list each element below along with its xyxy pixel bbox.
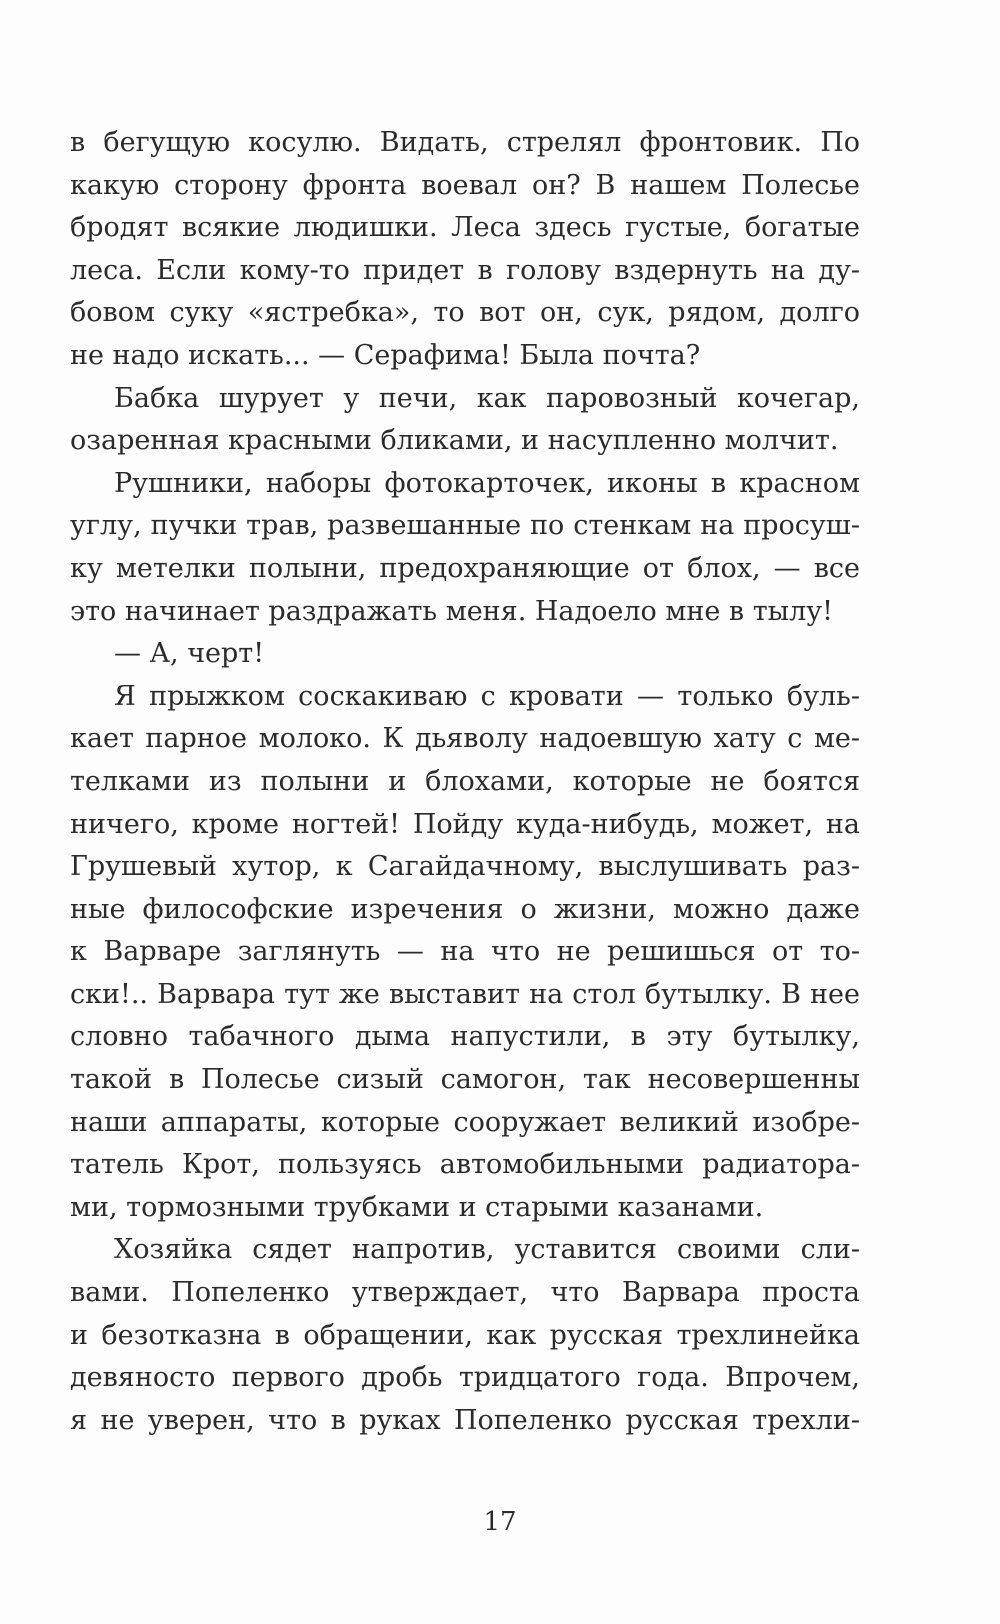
text-line: бовом суку «ястребка», то вот он, сук, рядом, долго — [70, 297, 860, 329]
text-line: ку метелки полыни, предохраняющие от блох, — все — [70, 552, 860, 584]
text-line: телками из полыни и блохами, которые не боятся — [70, 765, 860, 797]
text-line: татель Крот, пользуясь автомобильными радиатора- — [70, 1149, 860, 1181]
text-line: это начинает раздражать меня. Надоело мне в тылу! — [70, 595, 834, 627]
text-line: — А, черт! — [114, 638, 265, 670]
text-line: леса. Если кому-то придет в голову вздернуть на ду- — [70, 254, 860, 286]
text-line: словно табачного дыма напустили, в эту бутылку, — [70, 1021, 860, 1053]
text-line: девяносто первого дробь тридцатого года. Впрочем, — [70, 1362, 860, 1394]
page-number: 17 — [483, 1507, 517, 1537]
text-line: кает парное молоко. К дьяволу надоевшую хату с ме- — [70, 723, 860, 755]
text-line: ски!.. Варвара тут же выставит на стол бутылку. В нее — [70, 978, 860, 1010]
text-line: какую сторону фронта воевал он? В нашем Полесье — [70, 169, 860, 201]
text-line: ничего, кроме ногтей! Пойду куда-нибудь, может, на — [70, 808, 860, 840]
text-line: я не уверен, что в руках Попеленко русская трехли- — [70, 1404, 860, 1436]
text-line: ми, тормозными трубками и старыми казанами. — [70, 1191, 764, 1223]
text-line: не надо искать... — Серафима! Была почта? — [70, 339, 701, 371]
text-line: к Варваре заглянуть — на что не решишься от то- — [70, 936, 860, 968]
text-line: Я прыжком соскакиваю с кровати — только буль- — [114, 680, 860, 712]
text-line: и безотказна в обращении, как русская трехлинейка — [70, 1319, 860, 1351]
text-line: Хозяйка сядет напротив, уставится своими сли- — [114, 1234, 860, 1266]
text-line: в бегущую косулю. Видать, стрелял фронтовик. По — [70, 127, 860, 158]
body-text — [70, 122, 860, 1442]
text-line: ные философские изречения о жизни, можно даже — [70, 893, 860, 925]
text-line: наши аппараты, которые сооружает великий изобре- — [70, 1106, 860, 1138]
text-line: бродят всякие людишки. Леса здесь густые, богатые — [70, 212, 860, 244]
text-line: озаренная красными бликами, и насупленно молчит. — [70, 425, 839, 457]
text-line: такой в Полесье сизый самогон, так несовершенны — [70, 1064, 860, 1096]
text-line: Грушевый хутор, к Сагайдачному, выслушивать раз- — [70, 851, 860, 883]
text-line: вами. Попеленко утверждает, что Варвара проста — [70, 1277, 860, 1309]
text-line: Бабка шурует у печи, как паровозный кочегар, — [114, 382, 860, 414]
text-line: углу, пучки трав, развешанные по стенкам на просуш- — [70, 510, 860, 542]
text-line: Рушники, наборы фотокарточек, иконы в красном — [114, 467, 860, 499]
